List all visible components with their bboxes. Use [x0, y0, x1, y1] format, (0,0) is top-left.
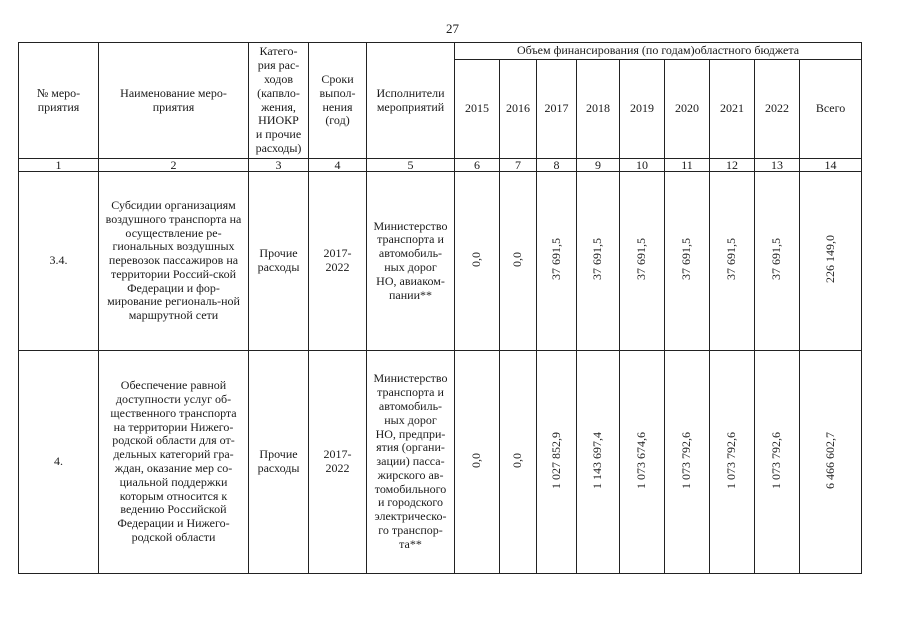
- header-category: Катего- рия рас- ходов (капвло- жения, НИОКР и прочие расходы): [249, 43, 309, 159]
- column-number: 7: [500, 159, 537, 172]
- column-number: 8: [537, 159, 577, 172]
- funding-value-cell: [577, 351, 620, 574]
- funding-value-cell: [800, 351, 862, 574]
- funding-value-cell: [537, 172, 577, 351]
- funding-value: 37 691,5: [724, 238, 739, 281]
- column-number: 13: [755, 159, 800, 172]
- funding-value: 0,0: [469, 452, 484, 468]
- header-name: Наименование меро- приятия: [99, 43, 249, 159]
- funding-value: 1 073 792,6: [769, 431, 784, 489]
- header-year: Всего: [800, 60, 862, 159]
- funding-value: 37 691,5: [590, 238, 605, 281]
- row-name: Обеспечение равной доступности услуг об-щественного транспорта на территории Нижего-родской области для от-дельных категорий гра-ждан, оказание мер со-циальной поддержки которым относится к ведению Российской Федерации и Нижего-родской области: [99, 351, 249, 574]
- header-term: Сроки выпол- нения (год): [309, 43, 367, 159]
- row-name: Субсидии организациям воздушного транспорта на осуществление ре-гиональных воздушных перевозок пассажиров на территории Россий-ской Федерации и фор-мирование региональ-ной маршрутной сети: [99, 172, 249, 351]
- column-number: 2: [99, 159, 249, 172]
- page-number: 27: [446, 21, 459, 36]
- funding-value-cell: [455, 351, 500, 574]
- funding-value-cell: [755, 172, 800, 351]
- column-number: 11: [665, 159, 710, 172]
- row-number: 4.: [19, 351, 99, 574]
- header-year: 2020: [665, 60, 710, 159]
- table-row: [19, 172, 862, 351]
- funding-value: 37 691,5: [548, 238, 563, 281]
- header-year: 2017: [537, 60, 577, 159]
- column-number: 14: [800, 159, 862, 172]
- funding-value: 37 691,5: [679, 238, 694, 281]
- header-funding-title: Объем финансирования (по годам)областного бюджета: [455, 43, 862, 60]
- header-year: 2018: [577, 60, 620, 159]
- funding-value: 1 143 697,4: [590, 431, 605, 489]
- header-year: 2021: [710, 60, 755, 159]
- column-number: 6: [455, 159, 500, 172]
- row-executors: Министерство транспорта и автомобиль- ных дорог НО, авиаком- пании**: [367, 172, 455, 351]
- funding-value: 37 691,5: [769, 238, 784, 281]
- funding-value: 0,0: [510, 251, 525, 267]
- column-number: 3: [249, 159, 309, 172]
- header-executors: Исполнители мероприятий: [367, 43, 455, 159]
- funding-value: 1 027 852,9: [548, 431, 563, 489]
- row-number: 3.4.: [19, 172, 99, 351]
- table-row: [19, 351, 862, 574]
- funding-value-cell: [537, 351, 577, 574]
- row-term: 2017- 2022: [309, 351, 367, 574]
- funding-value: 0,0: [469, 251, 484, 267]
- funding-value: 1 073 674,6: [634, 431, 649, 489]
- header-year: 2019: [620, 60, 665, 159]
- funding-value: 6 466 602,7: [822, 431, 837, 489]
- funding-value-cell: [710, 172, 755, 351]
- column-number: 5: [367, 159, 455, 172]
- header-num: № меро- приятия: [19, 43, 99, 159]
- funding-value-cell: [710, 351, 755, 574]
- funding-value: 226 149,0: [822, 235, 837, 284]
- funding-value-cell: [620, 351, 665, 574]
- header-year: 2015: [455, 60, 500, 159]
- row-category: Прочие расходы: [249, 172, 309, 351]
- funding-value-cell: [755, 351, 800, 574]
- funding-value: 0,0: [510, 452, 525, 468]
- column-numbers-row: [19, 159, 862, 172]
- funding-table: [18, 42, 862, 574]
- funding-value-cell: [665, 351, 710, 574]
- column-number: 4: [309, 159, 367, 172]
- column-number: 12: [710, 159, 755, 172]
- funding-value-cell: [455, 172, 500, 351]
- header-year: 2016: [500, 60, 537, 159]
- row-executors: Министерство транспорта и автомобиль- ных дорог НО, предпри- ятия (органи- зации) пасса- жирского ав- томобильного и городского электрическо- го транспор- та**: [367, 351, 455, 574]
- funding-value-cell: [500, 351, 537, 574]
- funding-value: 37 691,5: [634, 238, 649, 281]
- funding-value-cell: [665, 172, 710, 351]
- funding-value-cell: [577, 172, 620, 351]
- column-number: 9: [577, 159, 620, 172]
- funding-value-cell: [800, 172, 862, 351]
- funding-value-cell: [620, 172, 665, 351]
- row-term: 2017- 2022: [309, 172, 367, 351]
- funding-value: 1 073 792,6: [679, 431, 694, 489]
- funding-value-cell: [500, 172, 537, 351]
- column-number: 1: [19, 159, 99, 172]
- row-category: Прочие расходы: [249, 351, 309, 574]
- header-year: 2022: [755, 60, 800, 159]
- column-number: 10: [620, 159, 665, 172]
- funding-value: 1 073 792,6: [724, 431, 739, 489]
